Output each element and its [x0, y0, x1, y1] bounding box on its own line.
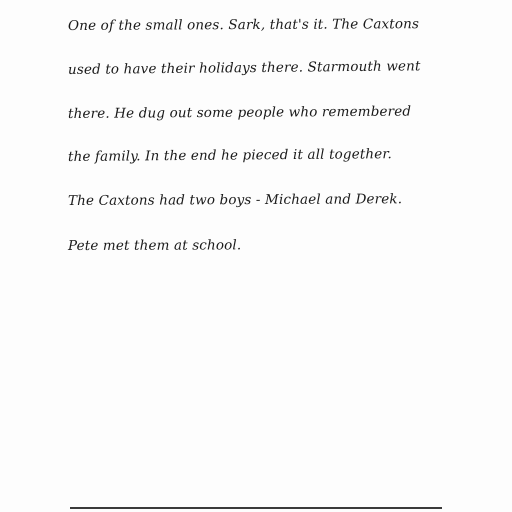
handwritten-line: The Caxtons had two boys - Michael and Derek. — [67, 191, 403, 209]
handwritten-line: Pete met them at school. — [67, 237, 242, 254]
handwritten-line: used to have their holidays there. Starmouth went — [67, 58, 421, 78]
handwritten-line: One of the small ones. Sark, that's it. The Caxtons — [67, 16, 420, 34]
bottom-rule-line — [70, 507, 442, 509]
handwritten-line: the family. In the end he pieced it all together. — [67, 146, 393, 165]
handwritten-line: there. He dug out some people who remembered — [67, 103, 412, 122]
